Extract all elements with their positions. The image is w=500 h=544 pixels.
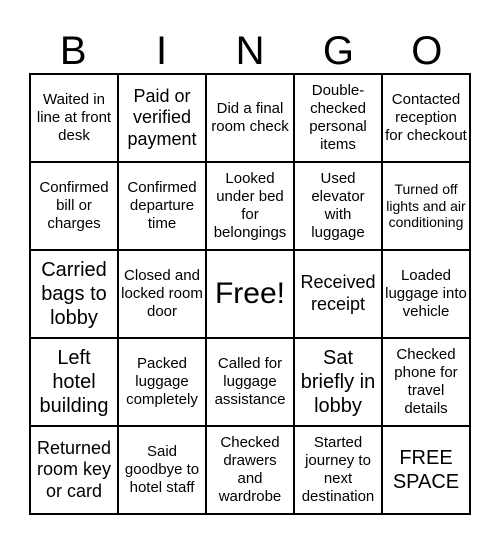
bingo-cell[interactable]: Said goodbye to hotel staff bbox=[118, 426, 206, 514]
bingo-cell[interactable]: Checked drawers and wardrobe bbox=[206, 426, 294, 514]
bingo-cell[interactable]: Did a final room check bbox=[206, 74, 294, 162]
bingo-cell[interactable]: Checked phone for travel details bbox=[382, 338, 470, 426]
bingo-cell[interactable]: Closed and locked room door bbox=[118, 250, 206, 338]
header-letter-b: B bbox=[59, 29, 87, 73]
bingo-header bbox=[29, 28, 471, 74]
bingo-grid bbox=[29, 73, 471, 515]
header-letter-g: G bbox=[322, 29, 354, 73]
bingo-cell[interactable]: Received receipt bbox=[294, 250, 382, 338]
free-cell[interactable]: Free! bbox=[206, 250, 294, 338]
header-letter-n: N bbox=[235, 29, 265, 73]
bingo-cell[interactable]: Started journey to next destination bbox=[294, 426, 382, 514]
bingo-cell[interactable]: Looked under bed for belongings bbox=[206, 162, 294, 250]
bingo-cell[interactable]: Called for luggage assistance bbox=[206, 338, 294, 426]
bingo-cell[interactable]: Sat briefly in lobby bbox=[294, 338, 382, 426]
bingo-cell[interactable]: Double-checked personal items bbox=[294, 74, 382, 162]
bingo-cell[interactable]: Turned off lights and air conditioning bbox=[382, 162, 470, 250]
bingo-cell[interactable]: Packed luggage completely bbox=[118, 338, 206, 426]
bingo-cell[interactable]: Waited in line at front desk bbox=[30, 74, 118, 162]
bingo-cell[interactable]: Contacted reception for checkout bbox=[382, 74, 470, 162]
bingo-cell[interactable]: Paid or verified payment bbox=[118, 74, 206, 162]
bingo-cell[interactable]: Carried bags to lobby bbox=[30, 250, 118, 338]
bingo-cell[interactable]: Confirmed bill or charges bbox=[30, 162, 118, 250]
bingo-cell[interactable]: Returned room key or card bbox=[30, 426, 118, 514]
bingo-cell[interactable]: Used elevator with luggage bbox=[294, 162, 382, 250]
free-space-cell[interactable]: FREE SPACE bbox=[382, 426, 470, 514]
bingo-cell[interactable]: Confirmed departure time bbox=[118, 162, 206, 250]
header-letter-o: O bbox=[411, 29, 443, 73]
header-letter-i: I bbox=[156, 29, 168, 73]
bingo-cell[interactable]: Loaded luggage into vehicle bbox=[382, 250, 470, 338]
bingo-cell[interactable]: Left hotel building bbox=[30, 338, 118, 426]
